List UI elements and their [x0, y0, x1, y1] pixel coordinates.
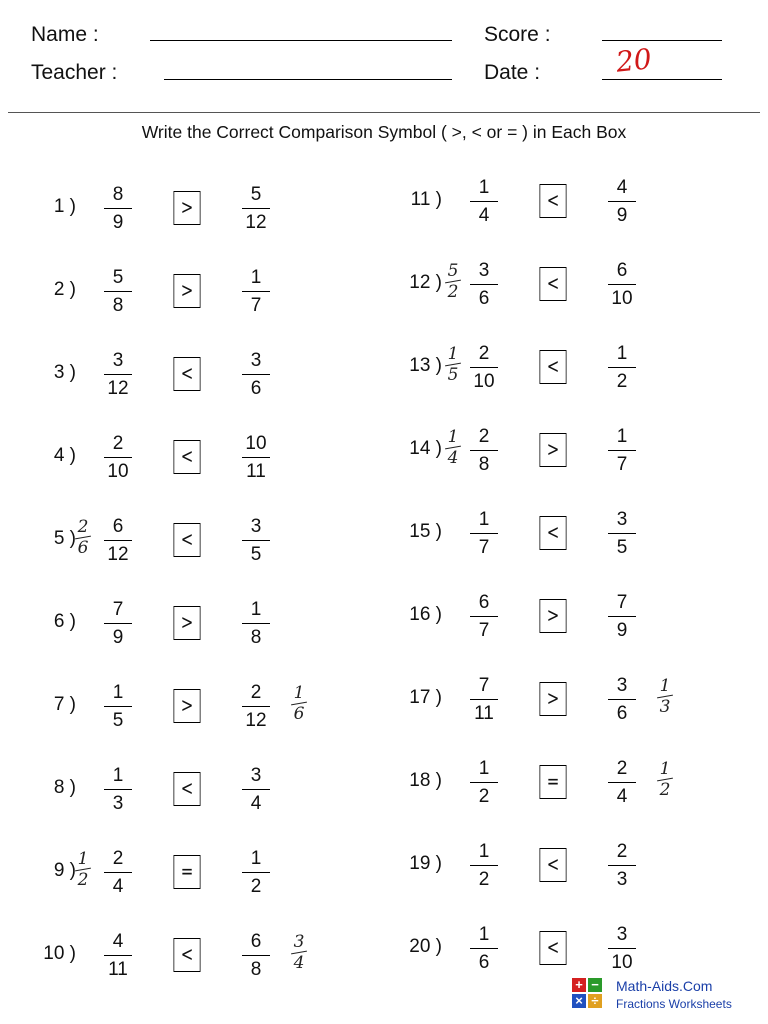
fraction-left: [464, 425, 504, 476]
fraction-bar: [608, 367, 636, 368]
name-label: Name :: [31, 23, 99, 46]
plus-icon: +: [572, 978, 586, 992]
fraction-left: [464, 259, 504, 310]
numerator: 2: [250, 682, 262, 703]
problem-number: 16 ): [409, 604, 442, 625]
numerator: 6: [616, 260, 628, 281]
denominator: 7: [478, 620, 490, 641]
denominator: 4: [616, 786, 628, 807]
fraction-bar: [104, 208, 132, 209]
denominator: 4: [478, 205, 490, 226]
fraction-right: [602, 591, 642, 642]
note-numerator: 1: [447, 344, 459, 364]
fraction-bar: [104, 457, 132, 458]
numerator: 2: [478, 343, 490, 364]
denominator: 8: [112, 295, 124, 316]
denominator: 10: [611, 288, 633, 309]
date-label: Date :: [484, 61, 541, 84]
fraction-bar: [470, 284, 498, 285]
numerator: 1: [478, 924, 490, 945]
comparison-answer-box[interactable]: <: [540, 848, 567, 882]
denominator: 11: [246, 461, 266, 482]
handwritten-note: [442, 261, 464, 302]
fraction-right: [602, 923, 642, 974]
numerator: 3: [478, 260, 490, 281]
fraction-bar: [608, 782, 636, 783]
numerator: 1: [616, 343, 628, 364]
comparison-answer-box[interactable]: <: [540, 184, 567, 218]
note-denominator: 6: [293, 704, 305, 724]
fraction-right: [602, 176, 642, 227]
problem-number: 2 ): [53, 279, 76, 300]
note-denominator: 2: [77, 870, 89, 890]
divide-icon: ÷: [588, 994, 602, 1008]
fraction-bar: [104, 706, 132, 707]
fraction-bar: [470, 865, 498, 866]
comparison-answer-box[interactable]: <: [174, 357, 201, 391]
fraction-bar: [608, 616, 636, 617]
score-field[interactable]: [602, 40, 722, 41]
denominator: 12: [245, 212, 267, 233]
fraction-right: [236, 598, 276, 649]
problem-number: 18 ): [409, 770, 442, 791]
fraction-left: [464, 342, 504, 393]
fraction-right: [236, 847, 276, 898]
problem-8: [12, 764, 342, 824]
fraction-bar: [104, 540, 132, 541]
note-numerator: 3: [293, 932, 305, 952]
problem-16: [372, 591, 702, 651]
comparison-answer-box[interactable]: >: [174, 191, 201, 225]
denominator: 2: [616, 371, 628, 392]
fraction-left: [464, 923, 504, 974]
numerator: 2: [112, 433, 124, 454]
note-numerator: 1: [447, 427, 459, 447]
denominator: 4: [112, 876, 124, 897]
fraction-bar: [104, 789, 132, 790]
fraction-bar: [470, 201, 498, 202]
problem-number: 15 ): [409, 521, 442, 542]
problem-20: [372, 923, 702, 983]
denominator: 5: [616, 537, 628, 558]
denominator: 3: [112, 793, 124, 814]
numerator: 1: [616, 426, 628, 447]
denominator: 12: [245, 710, 267, 731]
denominator: 8: [250, 627, 262, 648]
fraction-bar: [470, 367, 498, 368]
problem-14: [372, 425, 702, 485]
fraction-left: [464, 674, 504, 725]
numerator: 6: [112, 516, 124, 537]
fraction-bar: [608, 699, 636, 700]
denominator: 12: [107, 544, 129, 565]
numerator: 7: [112, 599, 124, 620]
times-icon: ×: [572, 994, 586, 1008]
fraction-bar: [608, 533, 636, 534]
teacher-label: Teacher :: [31, 61, 118, 84]
note-denominator: 2: [659, 780, 671, 800]
handwritten-note: [288, 932, 310, 973]
fraction-right: [236, 183, 276, 234]
comparison-answer-box[interactable]: <: [540, 350, 567, 384]
denominator: 4: [250, 793, 262, 814]
denominator: 2: [478, 786, 490, 807]
comparison-answer-box[interactable]: >: [540, 682, 567, 716]
handwritten-note: [72, 849, 94, 890]
denominator: 2: [250, 876, 262, 897]
denominator: 6: [616, 703, 628, 724]
problem-13: [372, 342, 702, 402]
fraction-bar: [104, 291, 132, 292]
denominator: 6: [478, 288, 490, 309]
minus-icon: −: [588, 978, 602, 992]
handwritten-note: [654, 676, 676, 717]
fraction-right: [236, 432, 276, 483]
problem-number: 14 ): [409, 438, 442, 459]
problem-number: 12 ): [409, 272, 442, 293]
problem-number: 4 ): [53, 445, 76, 466]
fraction-left: [98, 432, 138, 483]
numerator: 3: [616, 509, 628, 530]
teacher-field[interactable]: [164, 79, 452, 80]
fraction-right: [236, 681, 276, 732]
fraction-bar: [470, 533, 498, 534]
numerator: 3: [250, 765, 262, 786]
fraction-bar: [104, 374, 132, 375]
fraction-bar: [104, 623, 132, 624]
problem-number: 5 ): [53, 528, 76, 549]
fraction-left: [464, 591, 504, 642]
comparison-answer-box[interactable]: =: [174, 855, 201, 889]
comparison-answer-box[interactable]: >: [174, 689, 201, 723]
numerator: 7: [478, 675, 490, 696]
numerator: 1: [250, 599, 262, 620]
fraction-left: [464, 757, 504, 808]
fraction-bar: [470, 699, 498, 700]
instructions: Write the Correct Comparison Symbol ( >, < or = ) in Each Box: [141, 122, 627, 142]
numerator: 3: [112, 350, 124, 371]
problem-number: 8 ): [53, 777, 76, 798]
note-denominator: 5: [447, 365, 459, 385]
problem-1: [12, 183, 342, 243]
numerator: 2: [616, 758, 628, 779]
comparison-answer-box[interactable]: <: [540, 931, 567, 965]
problem-5: [12, 515, 342, 575]
denominator: 5: [250, 544, 262, 565]
fraction-bar: [470, 616, 498, 617]
numerator: 6: [478, 592, 490, 613]
denominator: 12: [107, 378, 129, 399]
denominator: 9: [112, 212, 124, 233]
fraction-right: [602, 259, 642, 310]
fraction-left: [98, 847, 138, 898]
comparison-answer-box[interactable]: >: [540, 599, 567, 633]
note-denominator: 4: [293, 953, 305, 973]
numerator: 1: [478, 177, 490, 198]
comparison-answer-box[interactable]: <: [174, 772, 201, 806]
fraction-bar: [608, 948, 636, 949]
fraction-bar: [470, 450, 498, 451]
problem-number: 1 ): [53, 196, 76, 217]
numerator: 3: [250, 350, 262, 371]
fraction-right: [602, 342, 642, 393]
fraction-bar: [470, 948, 498, 949]
denominator: 10: [107, 461, 129, 482]
fraction-bar: [242, 540, 270, 541]
problem-number: 19 ): [409, 853, 442, 874]
fraction-bar: [242, 789, 270, 790]
fraction-bar: [242, 291, 270, 292]
denominator: 8: [478, 454, 490, 475]
fraction-right: [236, 349, 276, 400]
fraction-right: [602, 674, 642, 725]
numerator: 8: [112, 184, 124, 205]
fraction-right: [236, 764, 276, 815]
fraction-left: [464, 508, 504, 559]
numerator: 5: [250, 184, 262, 205]
score-label: Score :: [484, 23, 551, 46]
denominator: 7: [478, 537, 490, 558]
problem-19: [372, 840, 702, 900]
handwritten-note: [288, 683, 310, 724]
numerator: 10: [245, 433, 267, 454]
problem-number: 10 ): [43, 943, 76, 964]
denominator: 11: [108, 959, 128, 980]
fraction-left: [464, 840, 504, 891]
numerator: 6: [250, 931, 262, 952]
note-denominator: 6: [77, 538, 89, 558]
denominator: 10: [611, 952, 633, 973]
note-numerator: 2: [77, 517, 89, 537]
fraction-right: [602, 425, 642, 476]
fraction-left: [98, 598, 138, 649]
fraction-bar: [608, 865, 636, 866]
handwritten-note: [654, 759, 676, 800]
numerator: 1: [250, 848, 262, 869]
fraction-bar: [242, 706, 270, 707]
fraction-right: [236, 515, 276, 566]
problem-number: 13 ): [409, 355, 442, 376]
handwritten-note: [442, 344, 464, 385]
fraction-right: [236, 930, 276, 981]
fraction-right: [602, 757, 642, 808]
date-field[interactable]: [602, 79, 722, 80]
numerator: 7: [616, 592, 628, 613]
problem-6: [12, 598, 342, 658]
denominator: 10: [473, 371, 495, 392]
problem-number: 11 ): [410, 189, 442, 210]
fraction-left: [98, 183, 138, 234]
fraction-bar: [608, 450, 636, 451]
denominator: 9: [616, 620, 628, 641]
note-numerator: 1: [77, 849, 89, 869]
problem-number: 7 ): [53, 694, 76, 715]
note-numerator: 1: [659, 676, 671, 696]
numerator: 4: [112, 931, 124, 952]
comparison-answer-box[interactable]: <: [174, 523, 201, 557]
comparison-answer-box[interactable]: =: [540, 765, 567, 799]
numerator: 1: [112, 765, 124, 786]
numerator: 3: [616, 675, 628, 696]
numerator: 5: [112, 267, 124, 288]
denominator: 8: [250, 959, 262, 980]
name-field[interactable]: [150, 40, 452, 41]
fraction-bar: [242, 955, 270, 956]
numerator: 4: [616, 177, 628, 198]
denominator: 9: [112, 627, 124, 648]
denominator: 5: [112, 710, 124, 731]
numerator: 3: [616, 924, 628, 945]
fraction-bar: [242, 457, 270, 458]
note-denominator: 4: [447, 448, 459, 468]
fraction-bar: [242, 374, 270, 375]
problem-4: [12, 432, 342, 492]
comparison-answer-box[interactable]: >: [540, 433, 567, 467]
fraction-bar: [242, 208, 270, 209]
denominator: 9: [616, 205, 628, 226]
problem-number: 17 ): [409, 687, 442, 708]
problem-number: 3 ): [53, 362, 76, 383]
denominator: 6: [250, 378, 262, 399]
fraction-left: [98, 515, 138, 566]
fraction-right: [602, 508, 642, 559]
problem-9: [12, 847, 342, 907]
fraction-bar: [608, 201, 636, 202]
fraction-left: [98, 681, 138, 732]
problem-number: 6 ): [53, 611, 76, 632]
fraction-left: [464, 176, 504, 227]
fraction-right: [236, 266, 276, 317]
numerator: 1: [478, 509, 490, 530]
fraction-bar: [242, 623, 270, 624]
problem-number: 20 ): [409, 936, 442, 957]
note-numerator: 5: [447, 261, 459, 281]
fraction-left: [98, 266, 138, 317]
note-numerator: 1: [293, 683, 305, 703]
denominator: 7: [250, 295, 262, 316]
comparison-answer-box[interactable]: >: [174, 606, 201, 640]
score-value: 20: [614, 42, 654, 79]
denominator: 3: [616, 869, 628, 890]
numerator: 3: [250, 516, 262, 537]
problem-12: [372, 259, 702, 319]
comparison-answer-box[interactable]: <: [540, 516, 567, 550]
note-denominator: 3: [659, 697, 671, 717]
logo-title: Math-Aids.Com: [616, 978, 713, 994]
fraction-bar: [242, 872, 270, 873]
problem-3: [12, 349, 342, 409]
header-divider: [8, 112, 760, 113]
numerator: 1: [112, 682, 124, 703]
problem-number: 9 ): [53, 860, 76, 881]
comparison-answer-box[interactable]: <: [540, 267, 567, 301]
numerator: 2: [478, 426, 490, 447]
problem-2: [12, 266, 342, 326]
problem-18: [372, 757, 702, 817]
note-denominator: 2: [447, 282, 459, 302]
fraction-bar: [470, 782, 498, 783]
fraction-bar: [608, 284, 636, 285]
numerator: 2: [616, 841, 628, 862]
numerator: 2: [112, 848, 124, 869]
logo-subtitle: Fractions Worksheets: [616, 997, 732, 1011]
comparison-answer-box[interactable]: <: [174, 938, 201, 972]
denominator: 11: [474, 703, 494, 724]
comparison-answer-box[interactable]: <: [174, 440, 201, 474]
handwritten-note: [72, 517, 94, 558]
denominator: 6: [478, 952, 490, 973]
note-numerator: 1: [659, 759, 671, 779]
problem-11: [372, 176, 702, 236]
problem-17: [372, 674, 702, 734]
comparison-answer-box[interactable]: >: [174, 274, 201, 308]
handwritten-note: [442, 427, 464, 468]
numerator: 1: [478, 758, 490, 779]
fraction-right: [602, 840, 642, 891]
numerator: 1: [478, 841, 490, 862]
fraction-left: [98, 930, 138, 981]
fraction-left: [98, 349, 138, 400]
problem-15: [372, 508, 702, 568]
fraction-bar: [104, 872, 132, 873]
denominator: 2: [478, 869, 490, 890]
denominator: 7: [616, 454, 628, 475]
fraction-left: [98, 764, 138, 815]
fraction-bar: [104, 955, 132, 956]
numerator: 1: [250, 267, 262, 288]
